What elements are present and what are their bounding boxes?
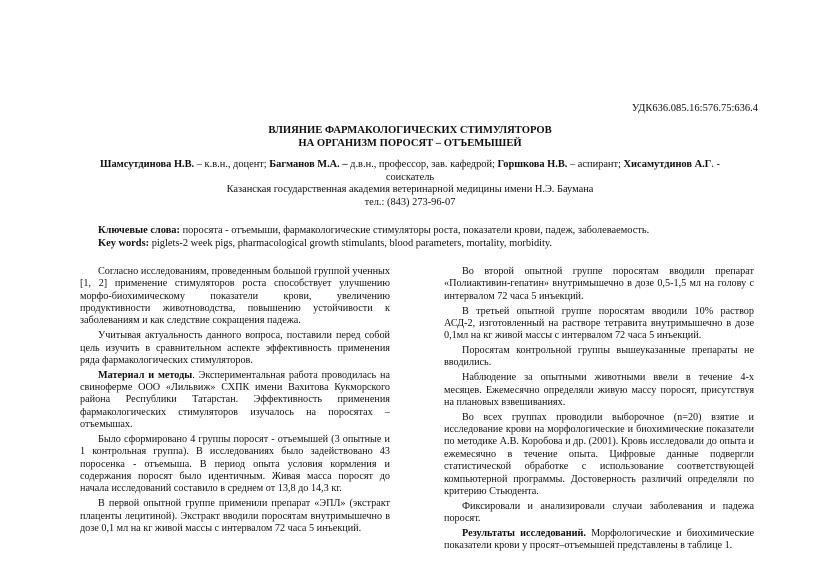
right-paragraph-6: Фиксировали и анализировали случаи заболевания и падежа поросят.	[444, 500, 754, 525]
left-paragraph-1: Согласно исследованиям, проведенным большой группой ученных [1, 2] применение стимуляторов роста способствует улучшению морфо-биохимическому показатели крови, увеличению продуктивности животноводства, повышению устойчивости к заболеваниям и как следствие сокращения падежа.	[80, 266, 390, 327]
affiliation-org: Казанская государственная академия ветеринарной медицины имени Н.Э. Баумана	[226, 184, 594, 195]
author-3-name: Горшкова Н.В.	[497, 159, 568, 170]
right-column	[444, 266, 754, 555]
keywords-ru	[98, 225, 778, 238]
left-column	[80, 266, 390, 538]
methods-text: . Экспериментальная работа проводилась на свиноферме ООО «Лильвиж» СХПК имени Вахитова Кукморского района Республики Татарстан. Эффективность применения фармакологических стимуляторов изучалось на поросятах – отъемышах.	[80, 369, 390, 431]
methods-heading: Материал и методы	[98, 369, 193, 381]
left-paragraph-2: Учитывая актуальность данного вопроса, поставили перед собой цель изучить в сравнительном аспекте эффективность применения ряда фармакологических стимуляторов.	[80, 330, 390, 366]
keywords-ru-text: поросята - отъемыши, фармакологические стимуляторы роста, показатели крови, падеж, заболеваемость.	[179, 225, 650, 236]
right-paragraph-4: Наблюдение за опытными животными ввели в течение 4-х месяцев. Ежемесячно определяли живую массу поросят, присутствуя на плановых взвешиваниях.	[444, 372, 754, 408]
left-paragraph-4: Было сформировано 4 группы поросят - отъемышей (3 опытные и 1 контрольная группа). В исследованиях было задействовано 43 поросенка - отъемыша. В период опыта условия кормления и содержания поросят было идентичным. Живая масса поросят до начала исследований составило в среднем от 13,8 до 14,3 кг.	[80, 433, 390, 495]
author-4-role: . - соискатель	[385, 159, 720, 183]
article-title	[0, 125, 820, 150]
affiliation-tel: тел.: (843) 273-96-07	[364, 196, 456, 208]
keywords-block	[98, 225, 778, 250]
keywords-ru-label: Ключевые слова:	[98, 225, 180, 236]
affiliation-block	[0, 184, 820, 209]
left-paragraph-3	[80, 370, 390, 432]
keywords-en-label: Key words:	[98, 237, 150, 249]
author-3-role: – аспирант;	[567, 159, 624, 170]
right-paragraph-3: Поросятам контрольной группы вышеуказанные препараты не вводились.	[444, 345, 754, 369]
right-paragraph-2: В третьей опытной группе поросятам вводили 10% раствор АСД-2, изготовленный на растворе тетравита внутримышечно в дозе 0,1мл на кг живой массы с интервалом 72 часа 5 инъекций.	[444, 305, 754, 342]
udk-code: УДК636.085.16:576.75:636.4	[631, 103, 758, 114]
author-1-role: – к.в.н., доцент;	[194, 159, 270, 170]
right-paragraph-5: Во всех группах проводили выборочное (n=20) взятие и исследование крови на морфологические и биохимические показатели по методике А.В. Коробова и др. (2001). Кровь исследовали до опыта и ежемесячно в течение опыта. Цифровые данные подвергли статистической обработке с использование соответствующей компьютерной программы. Достоверность различий определяли по критерию Стьюдента.	[444, 411, 754, 497]
right-paragraph-7	[444, 528, 754, 553]
authors-line	[80, 159, 740, 184]
results-heading: Результаты исследований.	[462, 527, 586, 539]
author-1-name: Шамсутдинова Н.В.	[100, 159, 195, 170]
left-paragraph-5: В первой опытной группе применили препарат «ЭПЛ» (экстракт плаценты лецитиной). Экстракт вводили поросятам внутримышечно в дозе 0,1 мл на кг живой массы с интервалом 72 часа 5 инъекций.	[80, 498, 390, 534]
keywords-en	[98, 238, 778, 251]
author-2-role: д.в.н., профессор, зав. кафедрой;	[347, 159, 498, 170]
right-paragraph-1: Во второй опытной группе поросятам вводили препарат «Полиактивин-гепатин» внутримышечно в дозе 0,5-1,5 мл на голову с интервалом 72 часа 5 инъекций.	[444, 266, 754, 302]
keywords-en-text: piglets-2 week pigs, pharmacological growth stimulants, blood parameters, mortality, morbidity.	[149, 237, 553, 249]
title-line-2: НА ОРГАНИЗМ ПОРОСЯТ – ОТЪЕМЫШЕЙ	[298, 137, 522, 149]
author-4-name: Хисамутдинов А.Г	[623, 159, 712, 170]
results-text: Морфологические и биохимические показатели крови у просят–отъемышей представлены в таблице 1.	[444, 527, 754, 552]
title-line-1: ВЛИЯНИЕ ФАРМАКОЛОГИЧЕСКИХ СТИМУЛЯТОРОВ	[268, 125, 552, 136]
author-2-name: Багманов М.А. –	[269, 159, 348, 170]
